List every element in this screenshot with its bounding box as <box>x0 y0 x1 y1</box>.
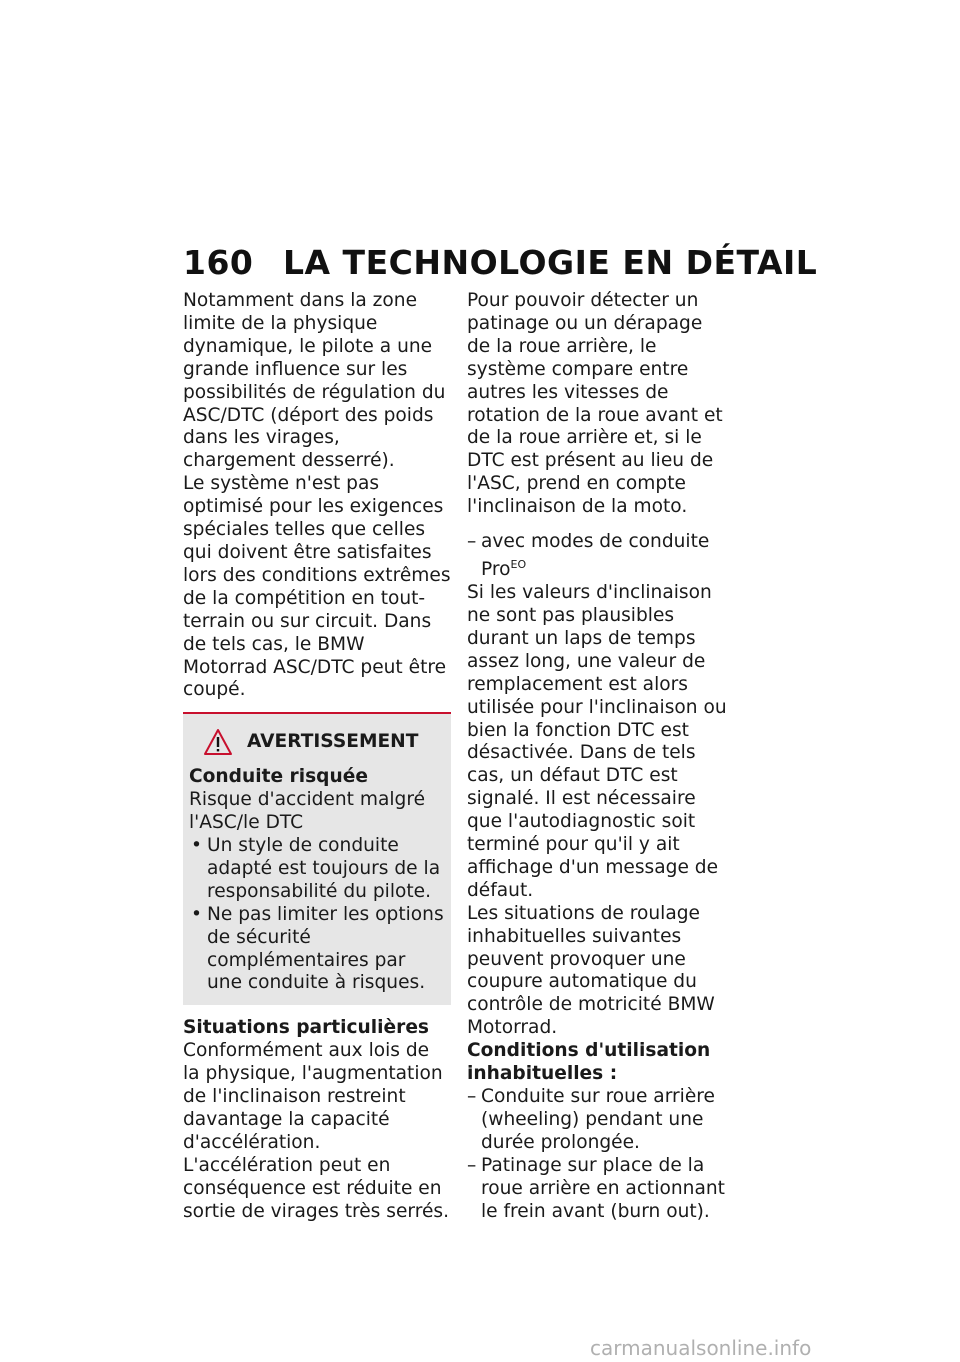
mode-label: avec modes de conduite Pro <box>481 531 710 581</box>
list-item <box>467 531 729 582</box>
section-title: Conditions d'utilisation inhabituelles : <box>467 1040 711 1085</box>
watermark: carmanualsonline.info <box>590 1336 812 1360</box>
warning-header <box>189 728 445 756</box>
paragraph: Si les valeurs d'inclinaison ne sont pas plausibles durant un laps de temps assez long, une valeur de remplacement est alors utilisée pour l'inclinaison ou bien la fonction DTC est désactivée. Dans de tels cas, un défaut DTC est signalé. Il est nécessaire que l'autodiagnostic soit terminé pour qu'il y ait affichage d'un message de défaut. <box>467 582 727 901</box>
list-item: • Ne pas limiter les options de sécurité complémentaires par une conduite à risques. <box>189 904 445 996</box>
warning-title: AVERTISSEMENT <box>247 730 419 752</box>
list-item: – Conduite sur roue arrière (wheeling) pendant une durée prolongée. <box>467 1086 729 1155</box>
page-number: 160 <box>183 243 254 282</box>
section-title: Situations particulières <box>183 1017 430 1039</box>
conditions-list <box>467 1086 729 1223</box>
warning-bullets <box>189 835 445 995</box>
paragraph: Conformément aux lois de la physique, l'augmentation de l'inclinaison restreint davantage la capacité d'accélération. L'accélération peut en conséquence est réduite en sortie de virages très serrés. <box>183 1040 449 1222</box>
paragraph: Pour pouvoir détecter un patinage ou un dérapage de la roue arrière, le système compare entre autres les vitesses de rotation de la roue avant et de la roue arrière et, si le DTC est présent au lieu de l'ASC, prend en compte l'inclinaison de la moto. <box>467 290 723 518</box>
list-item: – Patinage sur place de la roue arrière en actionnant le frein avant (burn out). <box>467 1155 729 1224</box>
paragraph: Les situations de roulage inhabituelles suivantes peuvent provoquer une coupure automatique du contrôle de motricité BMW Motorrad. <box>467 902 715 1039</box>
paragraph: Le système n'est pas optimisé pour les exigences spéciales telles que celles qui doivent être satisfaites lors des conditions extrêmes de la compétition en tout-terrain ou sur circuit. Dans de tels cas, le BMW Motorrad ASC/DTC peut être coupé. <box>183 473 451 701</box>
mode-list <box>467 531 729 582</box>
left-column <box>183 290 451 1224</box>
page-header <box>183 243 818 282</box>
warning-box <box>183 712 451 1005</box>
chapter-title: LA TECHNOLOGIE EN DÉTAIL <box>283 243 818 282</box>
warning-subtitle: Conduite risquée <box>189 766 368 788</box>
mode-superscript: EO <box>510 557 527 571</box>
warning-text: Risque d'accident malgré l'ASC/le DTC <box>189 789 426 834</box>
warning-triangle-icon <box>203 728 233 756</box>
paragraph: Notamment dans la zone limite de la physique dynamique, le pilote a une grande influence sur les possibilités de régulation du ASC/DTC (déport des poids dans les virages, chargement desserré). <box>183 290 446 472</box>
right-column <box>467 290 729 1223</box>
list-item: • Un style de conduite adapté est toujours de la responsabilité du pilote. <box>189 835 445 904</box>
